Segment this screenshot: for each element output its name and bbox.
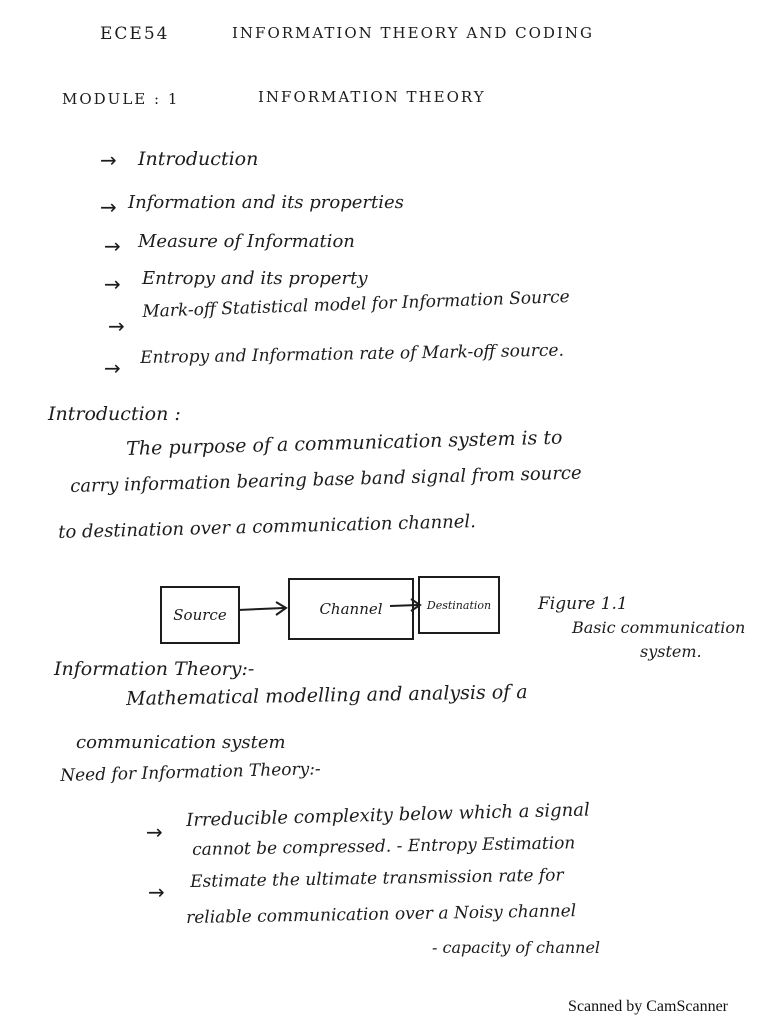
information-theory-line: Mathematical modelling and analysis of a: [125, 680, 528, 710]
need-heading: Need for Information Theory:-: [59, 759, 321, 786]
information-theory-line: communication system: [76, 732, 286, 753]
arrow-icon: →: [108, 314, 125, 338]
course-code: ECE54: [100, 24, 170, 44]
module-title: INFORMATION THEORY: [258, 88, 486, 106]
channel-label: Channel: [319, 600, 383, 618]
topic-item: Measure of Information: [138, 231, 355, 252]
arrow-icon: →: [146, 820, 163, 844]
scanner-watermark: Scanned by CamScanner: [568, 998, 728, 1015]
source-box: [160, 586, 240, 644]
arrow-icon: →: [104, 356, 121, 380]
topic-item: Mark-off Statistical model for Information Source: [141, 287, 571, 322]
need-item-line: Irreducible complexity below which a signal: [185, 799, 590, 831]
module-label: MODULE : 1: [62, 90, 180, 108]
information-theory-heading: Information Theory:-: [54, 658, 255, 680]
figure-caption: system.: [640, 642, 702, 661]
topic-item: Entropy and its property: [142, 268, 368, 289]
need-item-line: reliable communication over a Noisy channel: [185, 901, 577, 928]
topic-item: Introduction: [138, 148, 259, 170]
introduction-line: to destination over a communication channel.: [57, 511, 477, 543]
figure-caption: Basic communication: [572, 618, 746, 637]
introduction-heading: Introduction :: [48, 403, 181, 425]
course-title: INFORMATION THEORY AND CODING: [232, 24, 594, 42]
introduction-line: The purpose of a communication system is to: [125, 426, 563, 460]
introduction-line: carry information bearing base band signal from source: [69, 462, 582, 497]
arrow-icon: [238, 600, 290, 620]
destination-label: Destination: [426, 598, 492, 612]
arrow-icon: →: [100, 148, 117, 172]
source-label: Source: [173, 606, 227, 624]
need-item-line: cannot be compressed. - Entropy Estimation: [191, 833, 576, 860]
arrow-icon: →: [100, 195, 117, 219]
topic-item: Entropy and Information rate of Mark-off source.: [139, 340, 565, 368]
topic-item: Information and its properties: [128, 192, 404, 213]
destination-box: [418, 576, 500, 634]
arrow-icon: →: [148, 880, 165, 904]
need-item-line: - capacity of channel: [432, 938, 601, 957]
need-item-line: Estimate the ultimate transmission rate for: [189, 865, 564, 892]
arrow-icon: →: [104, 272, 121, 296]
arrow-icon: →: [104, 234, 121, 258]
figure-caption: Figure 1.1: [538, 594, 628, 614]
